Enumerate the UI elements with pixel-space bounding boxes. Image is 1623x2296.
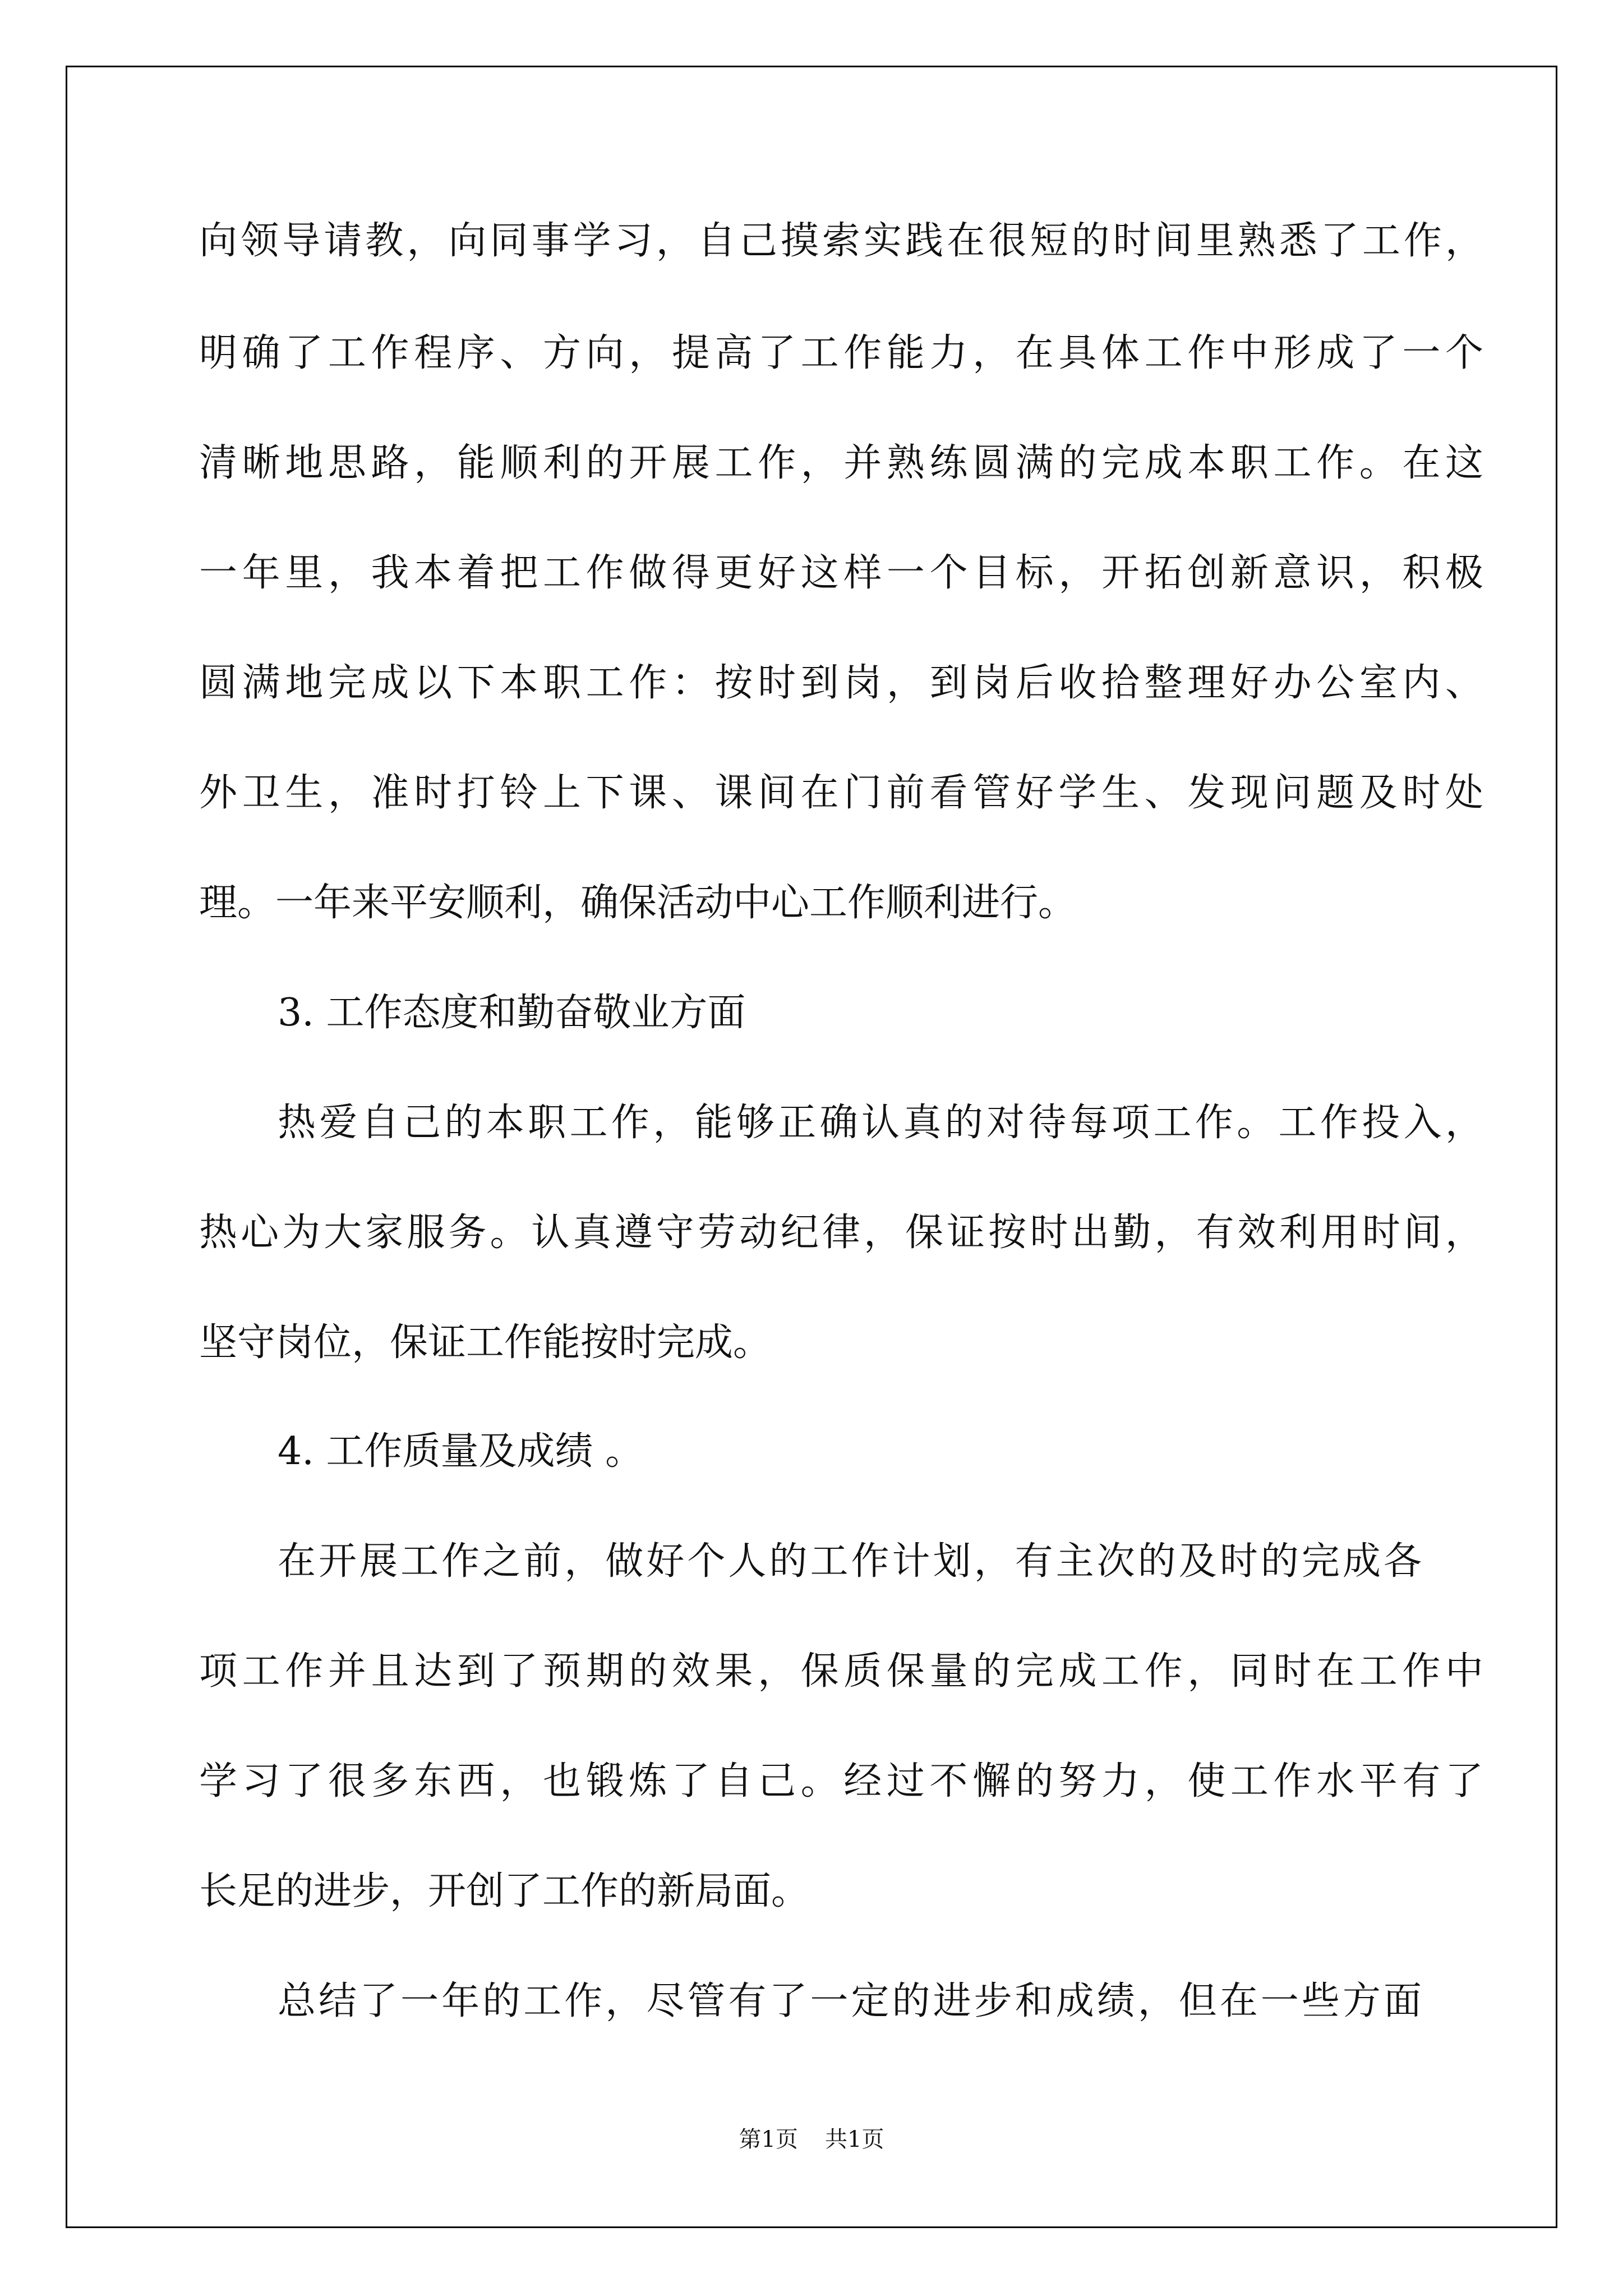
page-footer — [0, 2126, 1623, 2153]
body-line-11: 坚守岗位，保证工作能按时完成。 — [199, 1320, 772, 1365]
body-line-10: 热心为大家服务。认真遵守劳动纪律，保证按时出勤，有效利用时间， — [199, 1211, 1483, 1255]
body-line-6: 外卫生，准时打铃上下课、课间在门前看管好学生、发现问题及时处 — [199, 771, 1483, 815]
page-number: 第1页 — [739, 2127, 798, 2152]
section-heading-4: 4. 工作质量及成绩 。 — [278, 1429, 644, 1474]
body-line-1: 向领导请教，向同事学习，自己摸索实践在很短的时间里熟悉了工作， — [199, 219, 1483, 263]
body-line-9: 热爱自己的本职工作，能够正确认真的对待每项工作。工作投入， — [278, 1101, 1483, 1145]
body-line-13: 在开展工作之前，做好个人的工作计划，有主次的及时的完成各 — [278, 1539, 1422, 1584]
section-heading-3: 3. 工作态度和勤奋敬业方面 — [278, 991, 746, 1035]
body-line-14: 项工作并且达到了预期的效果，保质保量的完成工作，同时在工作中 — [199, 1649, 1483, 1694]
body-line-7: 理。一年来平安顺利，确保活动中心工作顺利进行。 — [199, 881, 1077, 925]
body-line-17: 总结了一年的工作，尽管有了一定的进步和成绩，但在一些方面 — [278, 1979, 1422, 2023]
body-line-3: 清晰地思路，能顺利的开展工作，并熟练圆满的完成本职工作。在这 — [199, 441, 1483, 485]
page-total: 共1页 — [825, 2127, 884, 2152]
body-line-4: 一年里，我本着把工作做得更好这样一个目标，开拓创新意识，积极 — [199, 551, 1483, 595]
body-line-16: 长足的进步，开创了工作的新局面。 — [199, 1869, 810, 1913]
body-line-2: 明确了工作程序、方向，提高了工作能力，在具体工作中形成了一个 — [199, 331, 1483, 375]
body-line-5: 圆满地完成以下本职工作：按时到岗，到岗后收拾整理好办公室内、 — [199, 661, 1483, 705]
body-line-15: 学习了很多东西，也锻炼了自己。经过不懈的努力，使工作水平有了 — [199, 1759, 1483, 1803]
